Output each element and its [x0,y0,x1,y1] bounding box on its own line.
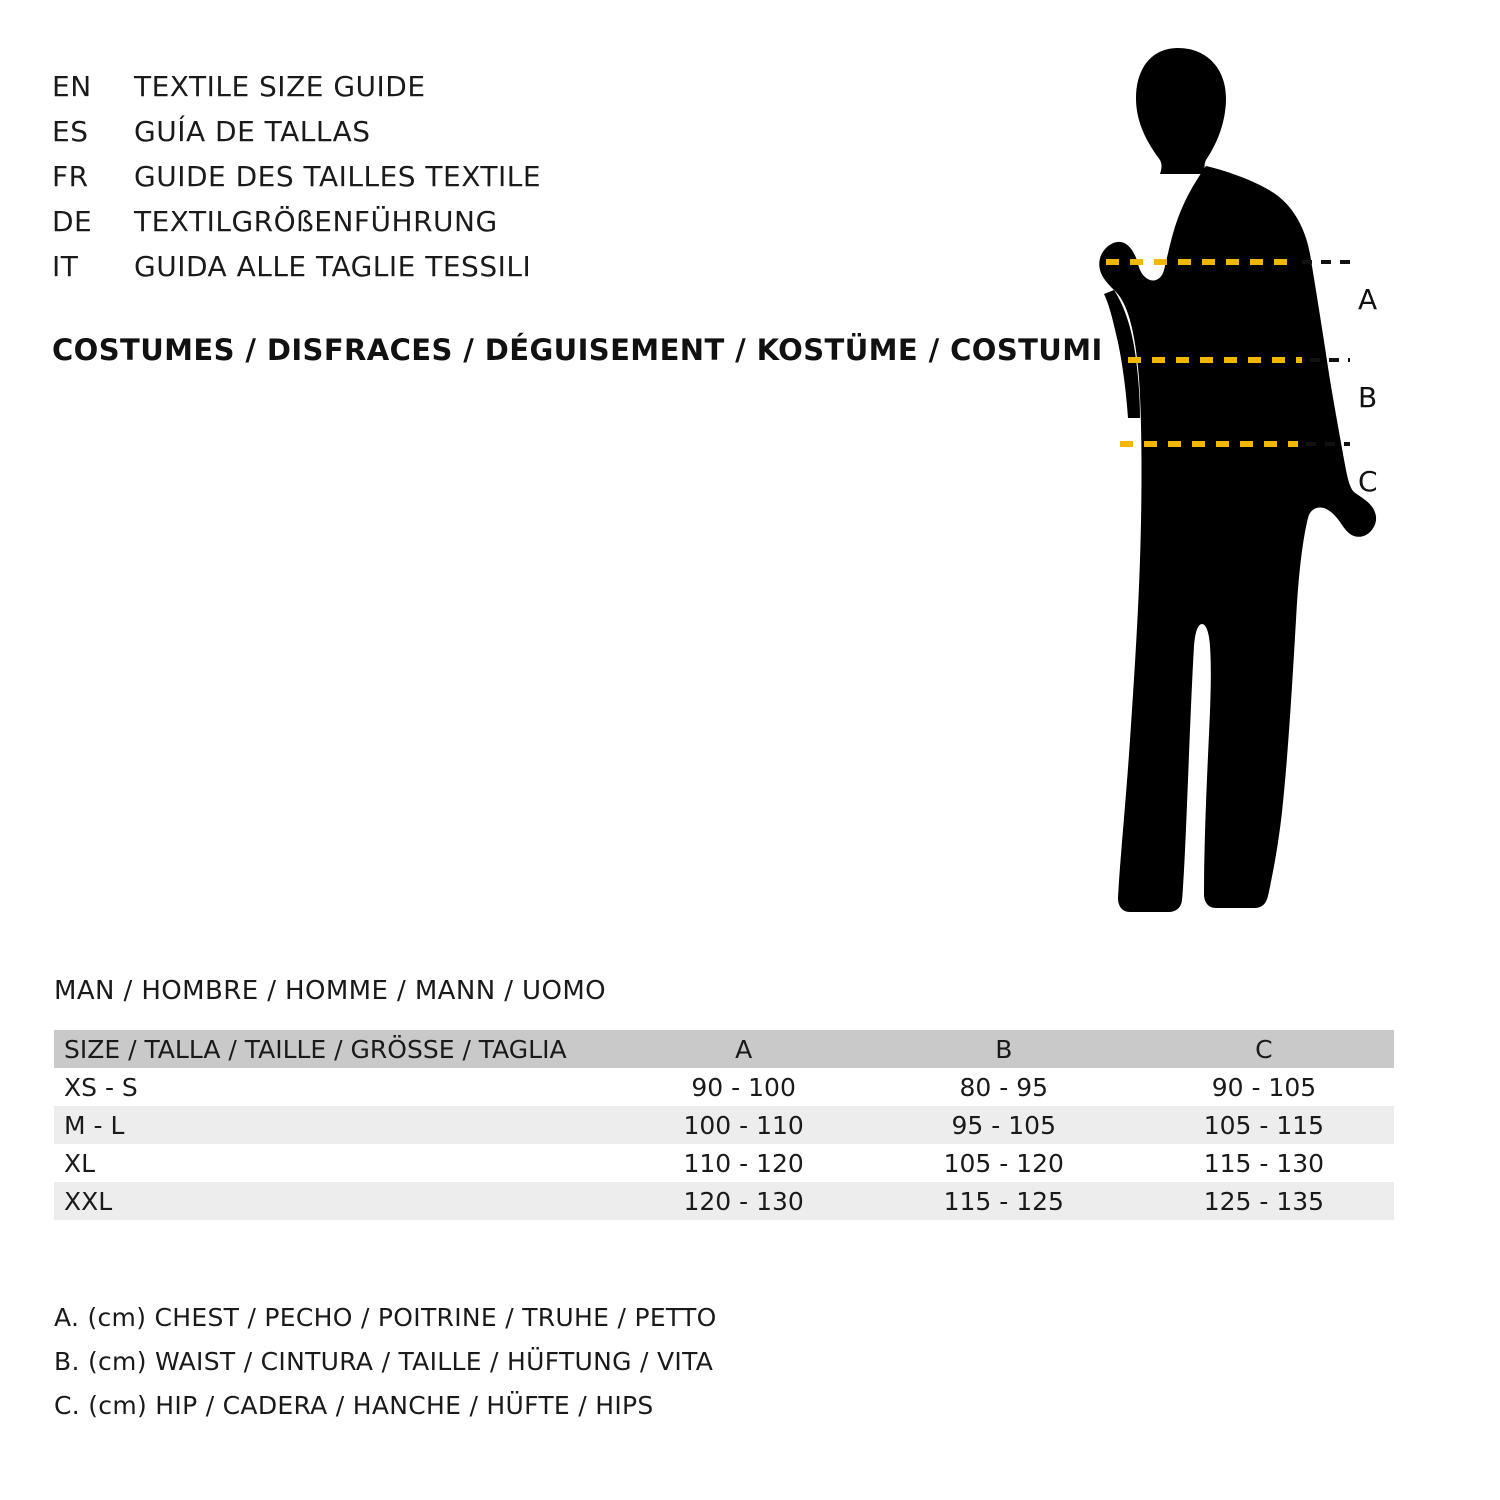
costumes-subtitle: COSTUMES / DISFRACES / DÉGUISEMENT / KOSTÜME / COSTUMI [52,333,1103,367]
language-text-it: GUIDA ALLE TAGLIE TESSILI [134,250,532,283]
measurement-marker-c: C [1358,465,1378,498]
measurement-marker-a: A [1358,283,1378,316]
legend-line-c: C. (cm) HIP / CADERA / HANCHE / HÜFTE / HIPS [54,1391,654,1420]
cell-b: 115 - 125 [943,1186,1064,1216]
language-row-fr [52,160,692,205]
cell-size: XL [64,1148,96,1178]
cell-c: 105 - 115 [1203,1110,1325,1140]
cell-c: 115 - 130 [1203,1148,1325,1178]
header-b: B [995,1034,1013,1064]
cell-c: 125 - 135 [1203,1186,1325,1216]
language-text-es: GUÍA DE TALLAS [134,115,371,148]
table-row [54,1182,1394,1220]
language-row-en [52,70,692,115]
language-row-it [52,250,692,295]
header-size: SIZE / TALLA / TAILLE / GRÖSSE / TAGLIA [64,1034,567,1064]
language-text-fr: GUIDE DES TAILLES TEXTILE [134,160,542,193]
cell-a: 120 - 130 [683,1186,804,1216]
cell-a: 100 - 110 [683,1110,804,1140]
language-code-es: ES [52,115,89,148]
body-silhouette-figure [1010,40,1430,930]
size-table-head [54,1030,1394,1068]
table-header-row [54,1030,1394,1068]
language-list [52,70,692,295]
language-row-de [52,205,692,250]
cell-b: 95 - 105 [951,1110,1056,1140]
language-row-es [52,115,692,160]
language-code-it: IT [52,250,79,283]
legend-line-b: B. (cm) WAIST / CINTURA / TAILLE / HÜFTUNG / VITA [54,1347,714,1376]
table-row [54,1106,1394,1144]
size-table [54,1030,1394,1220]
cell-size: XXL [64,1186,113,1216]
cell-a: 90 - 100 [691,1072,796,1102]
language-text-de: TEXTILGRÖßENFÜHRUNG [134,205,498,238]
language-code-de: DE [52,205,93,238]
cell-b: 105 - 120 [943,1148,1064,1178]
cell-size: M - L [64,1110,125,1140]
cell-size: XS - S [64,1072,138,1102]
measurement-legend [54,1296,954,1428]
language-code-fr: FR [52,160,89,193]
table-section-title: MAN / HOMBRE / HOMME / MANN / UOMO [54,976,607,1006]
language-code-en: EN [52,70,92,103]
header-a: A [735,1034,753,1064]
cell-a: 110 - 120 [683,1148,804,1178]
size-table-body [54,1068,1394,1220]
measurement-marker-b: B [1358,381,1378,414]
header-c: C [1255,1034,1273,1064]
legend-line-a: A. (cm) CHEST / PECHO / POITRINE / TRUHE / PETTO [54,1303,717,1332]
cell-b: 80 - 95 [959,1072,1049,1102]
language-text-en: TEXTILE SIZE GUIDE [134,70,426,103]
table-row [54,1144,1394,1182]
cell-c: 90 - 105 [1211,1072,1317,1102]
table-row [54,1068,1394,1106]
